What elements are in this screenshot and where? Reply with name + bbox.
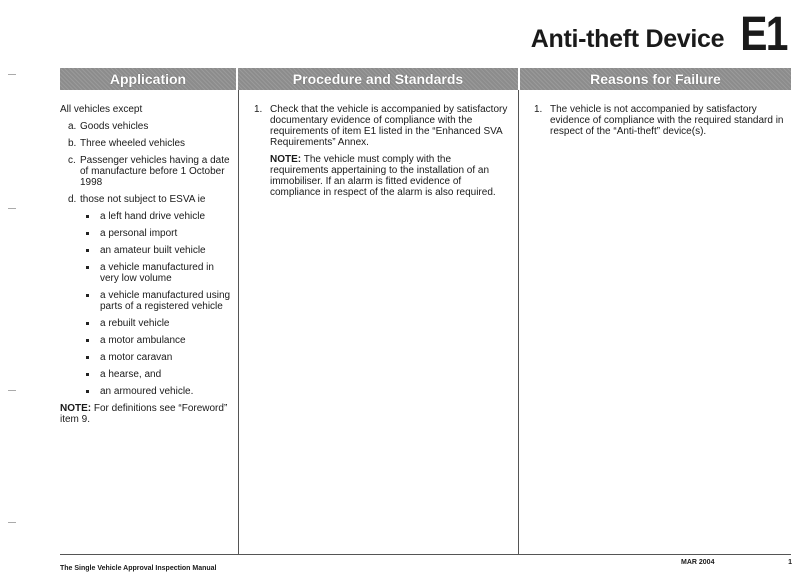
margin-mark: [8, 390, 16, 391]
list-item: b. Three wheeled vehicles: [68, 138, 186, 149]
bullet-item: a rebuilt vehicle: [86, 318, 232, 329]
bullet-item: a motor caravan: [86, 352, 232, 363]
page-number: 1: [788, 559, 792, 566]
page-title-block: [530, 8, 787, 61]
application-note: NOTE: For definitions see “Foreword” item 9.: [60, 403, 228, 425]
esva-bullet-list: [80, 211, 232, 397]
failure-item: 1. The vehicle is not accompanied by satisfactory evidence of compliance with the required standard in respect of the “Anti-theft” device(s).: [534, 104, 784, 137]
page-title: Anti-theft Device: [530, 25, 725, 53]
list-item: c. Passenger vehicles having a date of manufacture before 1 October 1998: [68, 155, 230, 188]
list-item: a. Goods vehicles: [68, 121, 149, 132]
column-divider: [518, 90, 519, 555]
column-divider: [238, 90, 239, 555]
section-code: E1: [740, 8, 787, 61]
failure-column: [534, 104, 784, 137]
application-intro: All vehicles except: [60, 104, 143, 115]
procedure-item: 1. Check that the vehicle is accompanied by satisfactory documentary evidence of compliance with the requirements of item E1 listed in the “Enhanced SVA Requirements” Annex.: [254, 104, 508, 148]
margin-mark: [8, 522, 16, 523]
margin-mark: [8, 208, 16, 209]
bullet-item: an armoured vehicle.: [86, 386, 232, 397]
application-column: [60, 104, 232, 425]
bullet-item: a vehicle manufactured in very low volume: [86, 262, 232, 284]
column-header-failure: Reasons for Failure: [520, 68, 791, 90]
bullet-item: an amateur built vehicle: [86, 245, 232, 256]
footer-date: MAR 2004: [681, 559, 715, 566]
column-header-procedure: Procedure and Standards: [238, 68, 520, 90]
procedure-note: NOTE: The vehicle must comply with the requirements appertaining to the installation of an immobiliser. If an alarm is fitted evidence of compliance in respect of the alarm is also required.: [270, 154, 496, 198]
column-header-row: [60, 68, 791, 90]
bullet-item: a hearse, and: [86, 369, 232, 380]
list-item: d. those not subject to ESVA ie a left hand drive vehicle a personal import an amateur built vehicle a vehicle manufactured in very low volume a vehicle manufactured using parts of a registered vehicle a rebuilt vehicle a motor ambulance a motor caravan a hearse, and an armoured vehicle.: [68, 194, 231, 397]
bullet-item: a vehicle manufactured using parts of a registered vehicle: [86, 290, 232, 312]
bullet-item: a motor ambulance: [86, 335, 232, 346]
footer-manual-title: The Single Vehicle Approval Inspection Manual: [60, 565, 217, 572]
column-header-application: Application: [60, 68, 238, 90]
bottom-rule: [60, 554, 791, 555]
exception-list: [60, 121, 232, 397]
procedure-column: [254, 104, 512, 198]
margin-mark: [8, 74, 16, 75]
bullet-item: a personal import: [86, 228, 232, 239]
bullet-item: a left hand drive vehicle: [86, 211, 232, 222]
